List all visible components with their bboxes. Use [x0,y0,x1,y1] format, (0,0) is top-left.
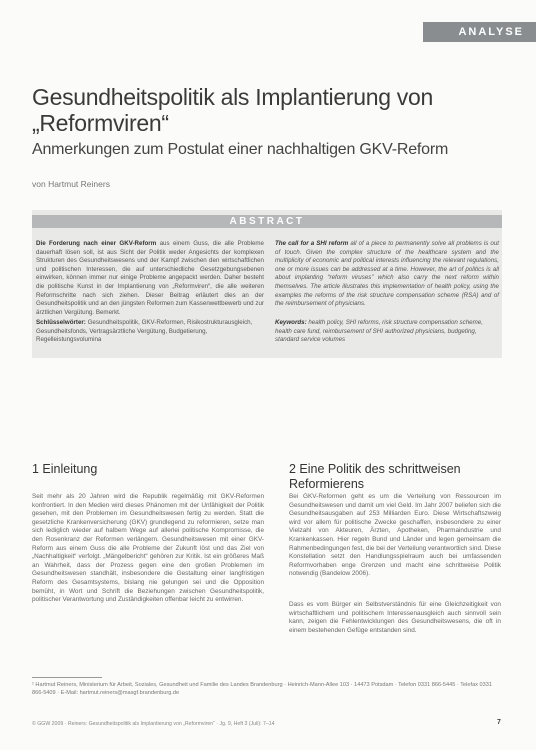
journal-footer: © GGW 2009 · Reiners: Gesundheitspolitik als Implantierung von „Reformviren“ · Jg. 9, Heft 3 (Juli): 7–14 [32,721,275,727]
article-title: Gesundheitspolitik als Implantierung von „Reformviren“ [32,84,433,136]
author-line: von Hartmut Reiners [32,179,110,189]
keywords-german-label: Schlüsselwörter: [36,319,86,326]
keywords-english [275,319,499,345]
keywords-english-text: health policy, SHI reforms, risk structure compensation scheme, health care fund, reimbursement of SHI authorized physicians, budgeting, standard service volumes [275,319,483,344]
author-footnote: ¹ Hartmut Reiners, Ministerium für Arbeit, Soziales, Gesundheit und Familie des Landes Brandenburg · Heinrich-Mann-Allee 103 · 14473 Potsdam · Telefon 0331 866-5445 · Telefax 0331 866-5409 · E-Mail: hartmut.reiners@masgf.brandenburg.de [32,682,492,696]
abstract-heading: ABSTRACT [32,215,502,228]
section-1-heading: 1 Einleitung [32,462,98,476]
section-2-heading: 2 Eine Politik des schrittweisen Reformierens [289,462,461,491]
abstract-german [36,240,264,317]
abstract-german-text: aus einem Guss, die alle Probleme dauerhaft lösen soll, ist aus Sicht der Politik weder Angesichts der komplexen Strukturen des Gesundheitswesens und der Kampf zwischen den wirtschaftlichen und politischen Interessen, die auf unterschiedliche Gesetzgebungsebenen einwirken, können immer nur einige Probleme angepackt werden. Daher besteht die politische Kunst in der Implantierung von „Reformviren“, die alle weiteren Reformschritte nach sich ziehen. Dieser Beitrag erläutert dies an der Gesundheitspolitik und an den jüngsten Reformen zum Kassenwettbewerb und zur ärztlichen Vergütung. Bemerkt. [36,240,264,316]
keywords-german-text: Gesundheitspolitik, GKV-Reformen, Risikostrukturausgleich, Gesundheitsfonds, Vertragsärztliche Vergütung, Budgetierung, Regelleistungsvolumina [36,319,253,344]
section-tag: ANALYSE [423,22,536,42]
section-2-body-paragraph-1: Bei GKV-Reformen geht es um die Verteilung von Ressourcen im Gesundheitswesen und damit um viel Geld. Im Jahr 2007 beliefen sich die Gesundheitsausgaben auf 253 Milliarden Euro. Diese Wirtschaftszweig wird vor allem für politische Zwecke geschaffen, insbesondere zu einer Vielzahl von Akteuren, Ärzten, Apotheken, Pharmaindustrie und Krankenkassen. Hier regeln Bund und Länder und legen gemeinsam die Rahmenbedingungen fest, die bei der Verteilung verantwortlich sind. Diese Konstellation setzt den Handlungsspielraum auch bei umfassenden Reformvorhaben enge Grenzen und macht eine schrittweise Politik notwendig (Bandelow 2006). [289,493,501,578]
keywords-english-label: Keywords: [275,319,307,326]
section-2-body-paragraph-2: Dass es vom Bürger ein Selbstverständnis für eine Gleichzeitigkeit von wirtschaftlichem und politischem Interessenausgleich auch sinnvoll sein kann, zeigen die Fehlentwicklungen des Gesundheitswesens, die oft in einem bestehenden Gefüge entstanden sind. [289,601,501,634]
footnote-rule [32,677,102,678]
abstract-english-text: all of a piece to permanently solve all problems is out of touch. Given the complex structure of the healthcare system and the multiplicity of economic and political interests influencing the relevant regulations, one or more issues can be addressed at a time. However, the art of politics is all about implanting “reform viruses” which also carry the next reform within themselves. The article illustrates this implementation of health policy, using the examples the reforms of the risk structure compensation scheme (RSA) and of the reimbursement of physicians. [275,240,499,308]
keywords-german [36,319,264,345]
abstract-german-lead: Die Forderung nach einer GKV-Reform [36,240,157,247]
abstract-english-lead: The call for a SHI reform [275,240,349,247]
section-1-body: Seit mehr als 20 Jahren wird die Republik regelmäßig mit GKV-Reformen konfrontiert. In den Medien wird dieses Phänomen mit der Unfähigkeit der Politik gesehen, mit den Problemen im Gesundheitswesen fertig zu werden. Statt die gesetzliche Krankenversicherung (GKV) grundlegend zu reformieren, setze man sich lediglich wieder auf halbem Wege auf allerlei politische Kompromisse, die den Rosenkranz der Reformen verlängern. Gesundheitswesen mit einer GKV-Reform aus einem Guss die alle Probleme der Zukunft löst und das Ziel von „Nachhaltigkeit“ verfolgt. „Mängelbericht“ gehören zur Kritik. Ist ein größeres Maß an Wahrheit, dass der Prozess gegen eine den großen Problemen im Gesundheitswesen standhält, insbesondere die Gestaltung einer langfristigen Reform des Gesamtsystems, bislang nie gelungen sei und die Opposition bemüht, in Wort und Schrift die Beziehungen zwischen Gesundheitspolitik, politischer Verantwortung und Zuständigkeiten offenbar leicht zu entwirren. [32,493,264,604]
page-number: 7 [497,719,501,726]
abstract-english [275,240,499,309]
article-subtitle: Anmerkungen zum Postulat einer nachhaltigen GKV-Reform [32,141,449,158]
